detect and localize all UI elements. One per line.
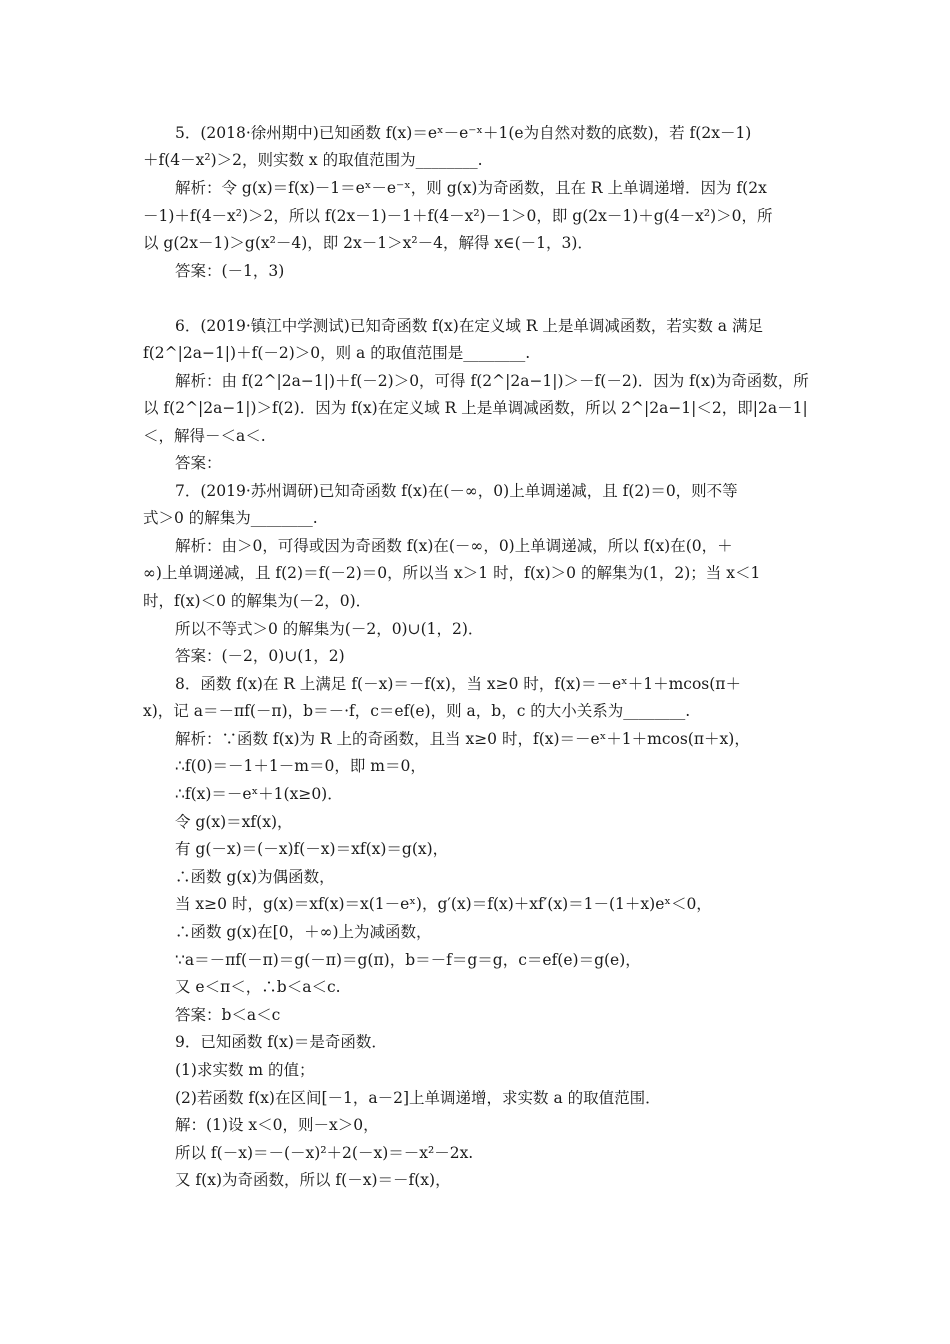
- text-line: f(2^|2a−1|)＋f(－2)＞0，则 a 的取值范围是________.: [143, 344, 531, 362]
- text-line: 以 f(2^|2a−1|)＞f(2)．因为 f(x)在定义域 R 上是单调减函数，所以 2^|2a−1|＜2，即|2a－1|: [143, 399, 808, 417]
- text-line: ∴函数 g(x)为偶函数，: [175, 868, 335, 886]
- text-line: ＋f(4－x²)＞2，则实数 x 的取值范围为________.: [143, 151, 483, 169]
- text-line: 答案：: [175, 454, 222, 472]
- text-line: ∞)上单调递减，且 f(2)＝f(－2)＝0，所以当 x＞1 时，f(x)＞0 的解集为(1，2)；当 x＜1: [143, 564, 761, 582]
- text-line: (1)求实数 m 的值；: [175, 1061, 315, 1079]
- text-line: ∴f(x)＝－eˣ＋1(x≥0)．: [175, 785, 343, 803]
- text-line: (2)若函数 f(x)在区间[－1，a－2]上单调递增，求实数 a 的取值范围．: [175, 1089, 661, 1107]
- text-line: 又 e＜π＜，∴b＜a＜c.: [175, 978, 341, 996]
- text-line: 答案：(－1，3): [175, 262, 285, 280]
- text-line: 式＞0 的解集为________.: [143, 509, 318, 527]
- text-line: 所以 f(－x)＝－(－x)²＋2(－x)＝－x²－2x.: [175, 1144, 474, 1162]
- text-line: ∴函数 g(x)在[0，＋∞)上为减函数，: [175, 923, 432, 941]
- text-line: 7．(2019·苏州调研)已知奇函数 f(x)在(－∞，0)上单调递减，且 f(2)＝0，则不等: [175, 482, 738, 500]
- text-line: 解析：由 f(2^|2a−1|)＋f(－2)＞0，可得 f(2^|2a−1|)＞－f(－2)．因为 f(x)为奇函数，所: [175, 372, 809, 390]
- text-line: 时，f(x)＜0 的解集为(－2，0)．: [143, 592, 372, 610]
- text-line: －1)＋f(4－x²)＞2，所以 f(2x－1)－1＋f(4－x²)－1＞0，即 g(2x－1)＋g(4－x²)＞0，所: [143, 207, 773, 225]
- text-line: 5．(2018·徐州期中)已知函数 f(x)＝eˣ－e⁻ˣ＋1(e为自然对数的底数)，若 f(2x－1): [175, 124, 752, 142]
- text-line: 答案：(－2，0)∪(1，2): [175, 647, 345, 665]
- text-line: 以 g(2x－1)＞g(x²－4)，即 2x－1＞x²－4，解得 x∈(－1，3)．: [143, 234, 593, 252]
- text-line: 当 x≥0 时，g(x)＝xf(x)＝x(1－eˣ)，g′(x)＝f(x)＋xf′(x)＝1－(1＋x)eˣ＜0，: [175, 895, 712, 913]
- text-line: 6．(2019·镇江中学测试)已知奇函数 f(x)在定义域 R 上是单调减函数，若实数 a 满足: [175, 317, 763, 335]
- text-line: ∵a＝－πf(－π)＝g(－π)＝g(π)，b＝－f＝g＝g，c＝ef(e)＝g(e)，: [175, 951, 641, 969]
- text-line: ∴f(0)＝－1＋1－m＝0，即 m＝0，: [175, 757, 426, 775]
- text-line: 8．函数 f(x)在 R 上满足 f(－x)＝－f(x)，当 x≥0 时，f(x)＝－eˣ＋1＋mcos(π＋: [175, 675, 741, 693]
- text-line: x)，记 a＝－πf(－π)，b＝－·f，c＝ef(e)，则 a，b，c 的大小关系为________.: [143, 702, 691, 720]
- text-line: 解析：∵函数 f(x)为 R 上的奇函数，且当 x≥0 时，f(x)＝－eˣ＋1＋mcos(π＋x)，: [175, 730, 750, 748]
- text-line: 答案：b＜a＜c: [175, 1006, 281, 1024]
- text-line: 解析：由＞0，可得或因为奇函数 f(x)在(－∞，0)上单调递减，所以 f(x)在(0，＋: [175, 537, 733, 555]
- text-line: 解：(1)设 x＜0，则－x＞0，: [175, 1116, 379, 1134]
- text-line: 有 g(－x)＝(－x)f(－x)＝xf(x)＝g(x)，: [175, 840, 449, 858]
- text-line: 又 f(x)为奇函数，所以 f(－x)＝－f(x)，: [175, 1171, 451, 1189]
- text-line: 所以不等式＞0 的解集为(－2，0)∪(1，2)．: [175, 620, 484, 638]
- text-line: 解析：令 g(x)＝f(x)－1＝eˣ－e⁻ˣ，则 g(x)为奇函数，且在 R 上单调递增．因为 f(2x: [175, 179, 767, 197]
- text-line: 令 g(x)＝xf(x)，: [175, 813, 293, 831]
- text-line: ＜，解得－＜a＜.: [143, 427, 266, 445]
- text-line: 9．已知函数 f(x)＝是奇函数．: [175, 1033, 387, 1051]
